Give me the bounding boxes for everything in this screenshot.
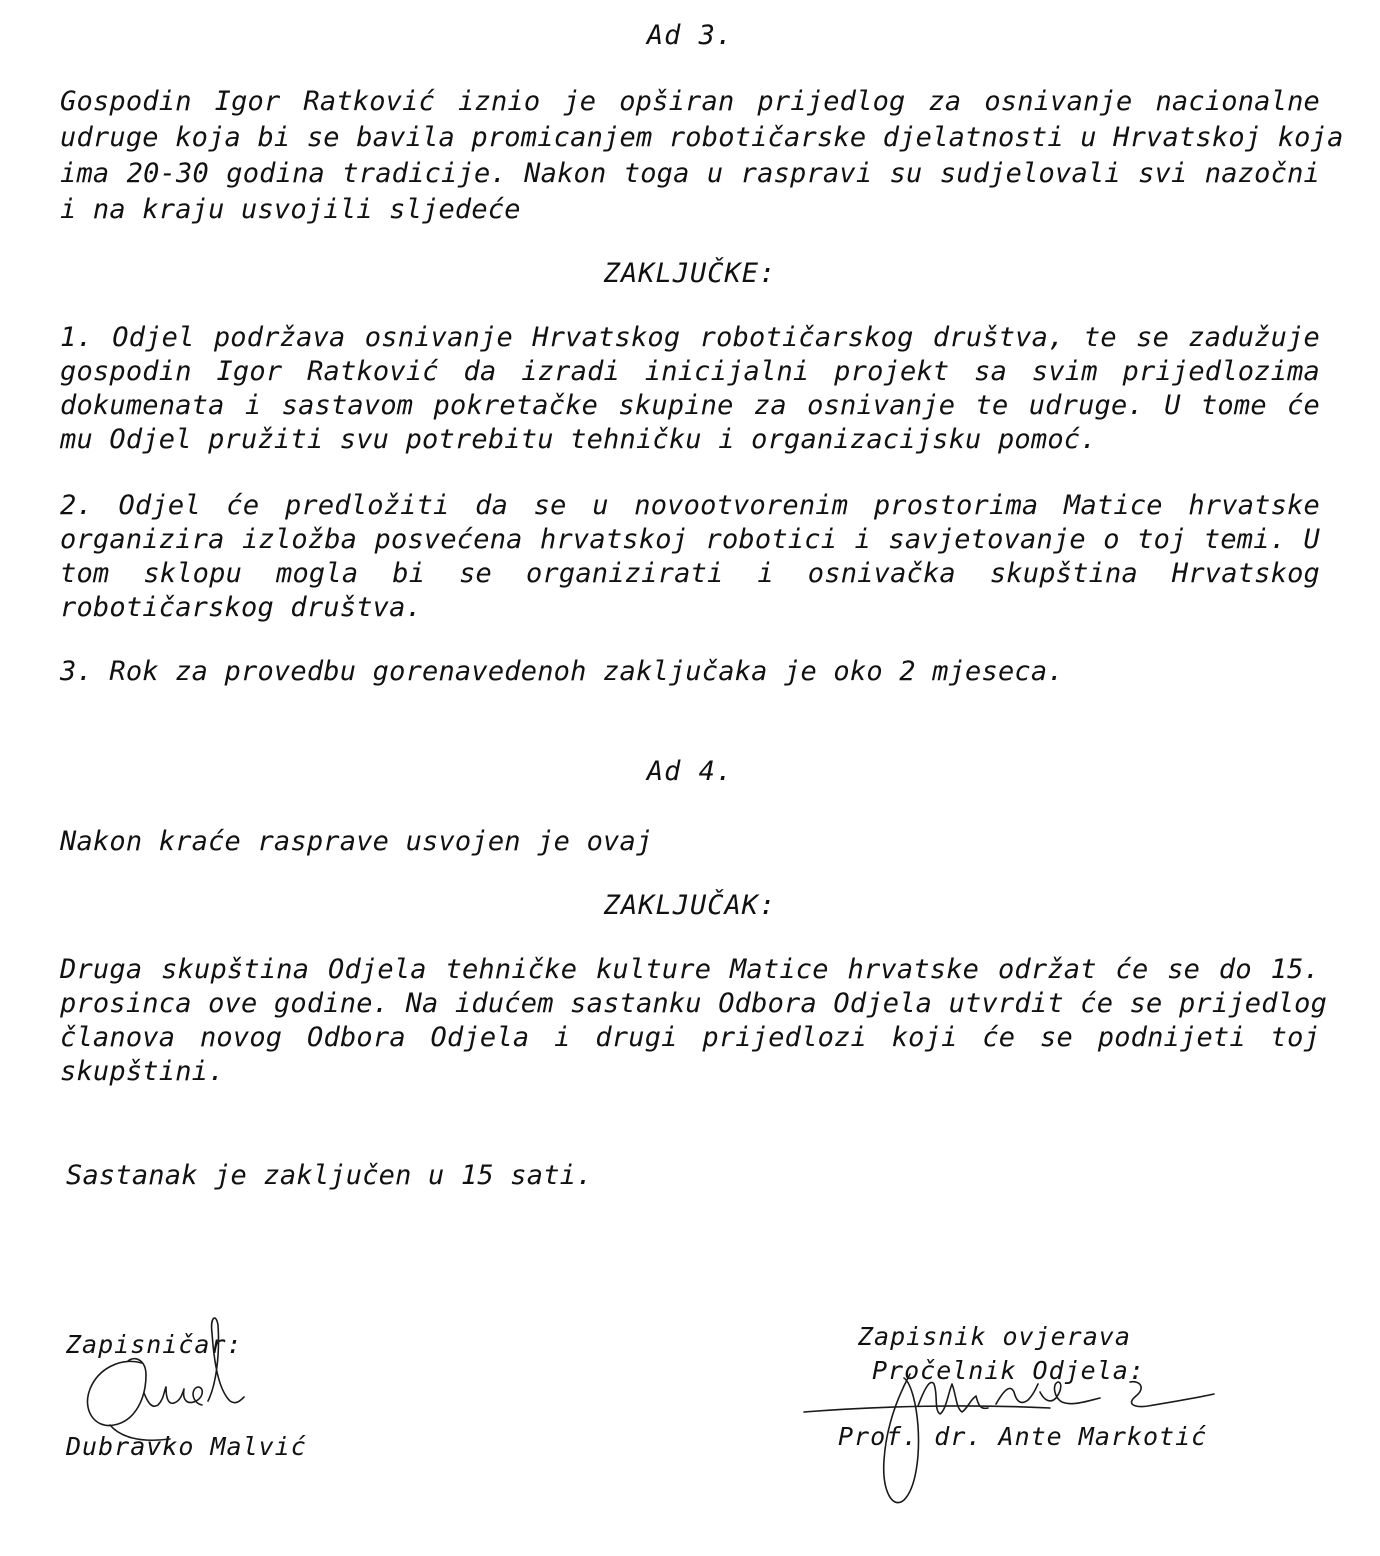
section-heading-ad3: Ad 3. xyxy=(646,20,734,51)
paragraph-line: organizira izložba posvećena hrvatskoj robotici i savjetovanje o toj temi. U xyxy=(60,524,1320,555)
paragraph-line: skupštini. xyxy=(60,1056,225,1087)
conclusion-item-3: 3. Rok za provedbu gorenavedenoh zaključaka je oko 2 mjeseca. xyxy=(60,656,1064,687)
verifier-label-line-1: Zapisnik ovjerava xyxy=(858,1322,1131,1351)
paragraph-line: Gospodin Igor Ratković iznio je opširan prijedlog za osnivanje nacionalne xyxy=(60,86,1320,117)
conclusions-heading: ZAKLJUČKE: xyxy=(603,258,777,289)
paragraph-line: i na kraju usvojili sljedeće xyxy=(60,194,521,225)
recorder-name: Dubravko Malvić xyxy=(66,1432,307,1461)
closing-statement: Sastanak je zaključen u 15 sati. xyxy=(66,1160,593,1191)
paragraph-line: ima 20-30 godina tradicije. Nakon toga u raspravi su sudjelovali svi nazočni xyxy=(60,158,1320,189)
recorder-signature xyxy=(80,1305,320,1445)
verifier-label-line-2: Pročelnik Odjela: xyxy=(872,1356,1145,1385)
section-heading-ad4: Ad 4. xyxy=(646,756,734,787)
paragraph-line: gospodin Igor Ratković da izradi inicijalni projekt sa svim prijedlozima xyxy=(60,356,1320,387)
paragraph-line: dokumenata i sastavom pokretačke skupine za osnivanje te udruge. U tome će xyxy=(60,390,1320,421)
recorder-label: Zapisničar: xyxy=(66,1330,243,1359)
paragraph-line: tom sklopu mogla bi se organizirati i osnivačka skupština Hrvatskog xyxy=(60,558,1320,589)
conclusion-heading: ZAKLJUČAK: xyxy=(603,890,777,921)
head-name: Prof. dr. Ante Markotić xyxy=(838,1422,1208,1451)
paragraph-line: Druga skupština Odjela tehničke kulture Matice hrvatske održat će se do 15. xyxy=(60,954,1320,985)
paragraph-line: mu Odjel pružiti svu potrebitu tehničku i organizacijsku pomoć. xyxy=(60,424,1097,455)
ad4-intro: Nakon kraće rasprave usvojen je ovaj xyxy=(60,826,653,857)
paragraph-line: 1. Odjel podržava osnivanje Hrvatskog robotičarskog društva, te se zadužuje xyxy=(60,322,1320,353)
paragraph-line: 2. Odjel će predložiti da se u novootvorenim prostorima Matice hrvatske xyxy=(60,490,1320,521)
paragraph-line: robotičarskog društva. xyxy=(60,592,423,623)
paragraph-line: prosinca ove godine. Na idućem sastanku Odbora Odjela utvrdit će se prijedlog xyxy=(60,988,1328,1019)
paragraph-line: udruge koja bi se bavila promicanjem robotičarske djelatnosti u Hrvatskoj koja xyxy=(60,122,1344,153)
paragraph-line: članova novog Odbora Odjela i drugi prijedlozi koji će se podnijeti toj xyxy=(60,1022,1320,1053)
